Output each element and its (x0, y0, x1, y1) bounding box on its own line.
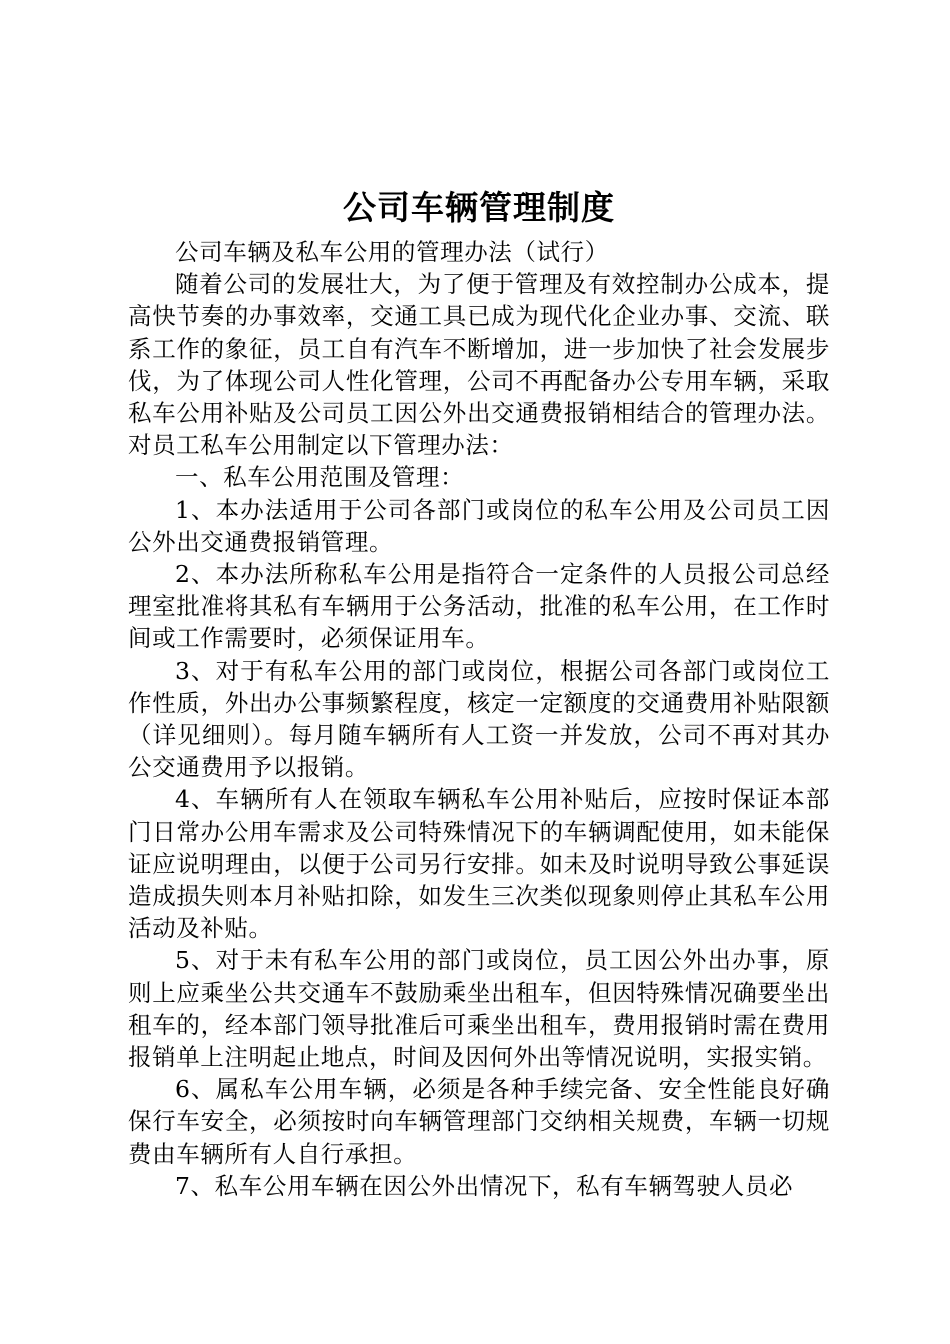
clause-2: 2、本办法所称私车公用是指符合一定条件的人员报公司总经理室批准将其私有车辆用于公务活动，批准的私车公用，在工作时间或工作需要时，必须保证用车。 (128, 560, 830, 653)
clause-7: 7、私车公用车辆在因公外出情况下，私有车辆驾驶人员必 (175, 1171, 794, 1200)
document-page (128, 180, 830, 1202)
subtitle-paragraph: 公司车辆及私车公用的管理办法（试行） (175, 238, 609, 266)
clause-5: 5、对于未有私车公用的部门或岗位，员工因公外出办事，原则上应乘坐公共交通车不鼓励乘坐出租车，但因特殊情况确要坐出租车的，经本部门领导批准后可乘坐出租车，费用报销时需在费用报销单上注明起止地点，时间及因何外出等情况说明，实报实销。 (128, 946, 830, 1072)
section-heading: 一、私车公用范围及管理： (175, 463, 465, 492)
clause-4: 4、车辆所有人在领取车辆私车公用补贴后，应按时保证本部门日常办公用车需求及公司特殊情况下的车辆调配使用，如未能保证应说明理由，以便于公司另行安排。如未及时说明导致公事延误造成损失则本月补贴扣除，如发生三次类似现象则停止其私车公用活动及补贴。 (128, 785, 830, 943)
document-body (128, 236, 830, 1202)
clause-6: 6、属私车公用车辆，必须是各种手续完备、安全性能良好确保行车安全，必须按时向车辆管理部门交纳相关规费，车辆一切规费由车辆所有人自行承担。 (128, 1075, 830, 1168)
clause-1: 1、本办法适用于公司各部门或岗位的私车公用及公司员工因公外出交通费报销管理。 (128, 495, 830, 556)
intro-paragraph: 随着公司的发展壮大，为了便于管理及有效控制办公成本，提高快节奏的办事效率，交通工具已成为现代化企业办事、交流、联系工作的象征，员工自有汽车不断增加，进一步加快了社会发展步伐，为了体现公司人性化管理，公司不再配备办公专用车辆，采取私车公用补贴及公司员工因公外出交通费报销相结合的管理办法。对员工私车公用制定以下管理办法： (128, 270, 830, 460)
document-title: 公司车辆管理制度 (343, 188, 615, 227)
clause-3: 3、对于有私车公用的部门或岗位，根据公司各部门或岗位工作性质，外出办公事频繁程度，核定一定额度的交通费用补贴限额（详见细则）。每月随车辆所有人工资一并发放，公司不再对其办公交通费用予以报销。 (128, 656, 830, 782)
